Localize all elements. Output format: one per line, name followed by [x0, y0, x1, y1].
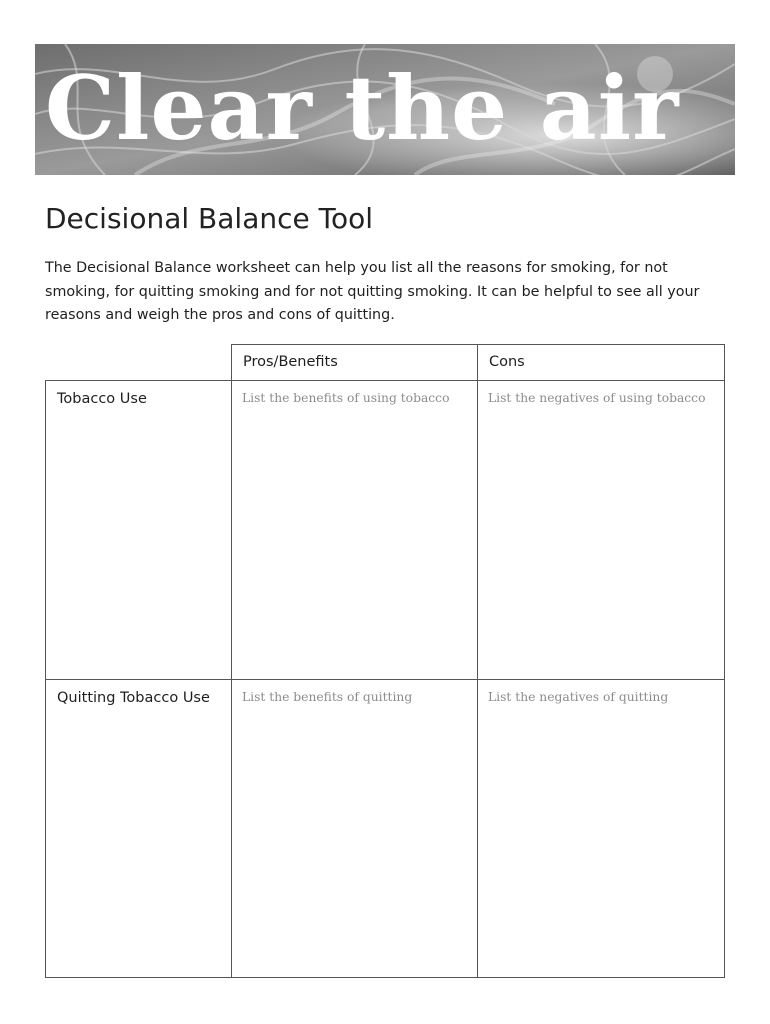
input-cell-tobacco-cons[interactable]: [477, 380, 725, 680]
hint-quitting-pros: List the benefits of quitting: [242, 690, 413, 704]
banner-title: Clear the air: [45, 56, 680, 160]
header-cell-cons: [477, 344, 725, 381]
row-label-cell-tobacco-use: [45, 380, 232, 680]
column-header-cons: Cons: [489, 354, 525, 370]
hint-quitting-cons: List the negatives of quitting: [488, 690, 669, 704]
intro-paragraph: The Decisional Balance worksheet can help you list all the reasons for smoking, for not smoking, for quitting smoking and for not quitting smoking. It can be helpful to see all your reasons and weigh the pros and cons of quitting.: [45, 260, 700, 323]
row-label-quitting-tobacco-use: Quitting Tobacco Use: [57, 690, 210, 706]
input-cell-tobacco-pros[interactable]: [231, 380, 478, 680]
header-banner: [35, 44, 735, 175]
row-label-tobacco-use: Tobacco Use: [57, 391, 147, 407]
hint-tobacco-cons: List the negatives of using tobacco: [488, 391, 706, 405]
row-label-cell-quitting: [45, 679, 232, 978]
page-title: Decisional Balance Tool: [45, 202, 374, 235]
input-cell-quitting-pros[interactable]: [231, 679, 478, 978]
column-header-pros: Pros/Benefits: [243, 354, 338, 370]
header-cell-pros: [231, 344, 478, 381]
input-cell-quitting-cons[interactable]: [477, 679, 725, 978]
hint-tobacco-pros: List the benefits of using tobacco: [242, 391, 450, 405]
decisional-balance-table: [45, 344, 725, 978]
